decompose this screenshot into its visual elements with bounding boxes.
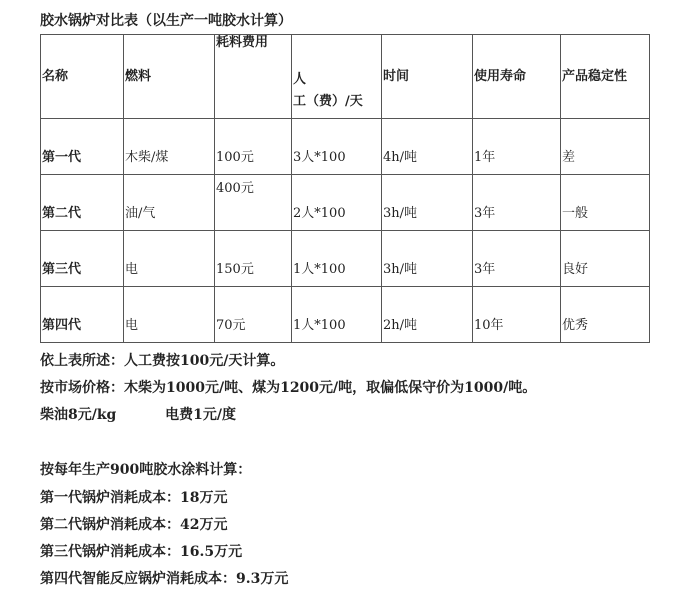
header-labor xyxy=(292,35,382,119)
header-fuel-cost: 耗料费用 xyxy=(215,35,292,119)
cell-life: 3年 xyxy=(473,175,561,231)
note-annual-basis: 按每年生产900吨胶水涂料计算： xyxy=(40,462,252,478)
note-gen3-cost: 第三代锅炉消耗成本：16.5万元 xyxy=(40,544,243,560)
header-fuel: 燃料 xyxy=(124,35,215,119)
comparison-table xyxy=(40,34,650,343)
note-diesel-electric: 柴油8元/kg 电费1元/度 xyxy=(40,407,236,423)
header-labor-line2: 工（费）/天 xyxy=(293,94,363,109)
cell-labor: 1人*100 xyxy=(292,287,382,343)
table-row xyxy=(41,119,650,175)
note-labor-basis: 依上表所述：人工费按100元/天计算。 xyxy=(40,353,285,369)
cell-cost: 150元 xyxy=(215,231,292,287)
cell-stability: 良好 xyxy=(561,231,650,287)
table-row xyxy=(41,287,650,343)
cell-cost: 100元 xyxy=(215,119,292,175)
cell-name: 第四代 xyxy=(41,287,124,343)
header-stability: 产品稳定性 xyxy=(561,35,650,119)
header-time: 时间 xyxy=(382,35,473,119)
table-header-row xyxy=(41,35,650,119)
note-gen4-cost: 第四代智能反应锅炉消耗成本：9.3万元 xyxy=(40,571,289,587)
header-lifespan: 使用寿命 xyxy=(473,35,561,119)
table-row xyxy=(41,175,650,231)
note-gen1-cost: 第一代锅炉消耗成本：18万元 xyxy=(40,490,228,506)
cell-time: 3h/吨 xyxy=(382,231,473,287)
cell-labor: 1人*100 xyxy=(292,231,382,287)
document-title: 胶水锅炉对比表（以生产一吨胶水计算） xyxy=(40,13,292,29)
cell-cost: 70元 xyxy=(215,287,292,343)
cell-labor: 2人*100 xyxy=(292,175,382,231)
header-name: 名称 xyxy=(41,35,124,119)
cell-stability: 优秀 xyxy=(561,287,650,343)
cell-fuel: 油/气 xyxy=(124,175,215,231)
cell-life: 1年 xyxy=(473,119,561,175)
cell-time: 4h/吨 xyxy=(382,119,473,175)
cell-name: 第二代 xyxy=(41,175,124,231)
cell-fuel: 电 xyxy=(124,287,215,343)
note-market-price: 按市场价格：木柴为1000元/吨、煤为1200元/吨，取偏低保守价为1000/吨。 xyxy=(40,380,537,396)
note-gen2-cost: 第二代锅炉消耗成本：42万元 xyxy=(40,517,228,533)
cell-name: 第一代 xyxy=(41,119,124,175)
cell-time: 2h/吨 xyxy=(382,287,473,343)
cell-time: 3h/吨 xyxy=(382,175,473,231)
header-labor-line1: 人 xyxy=(293,72,307,87)
cell-life: 3年 xyxy=(473,231,561,287)
cell-fuel: 电 xyxy=(124,231,215,287)
cell-fuel: 木柴/煤 xyxy=(124,119,215,175)
cell-cost: 400元 xyxy=(215,175,292,231)
cell-name: 第三代 xyxy=(41,231,124,287)
cell-stability: 一般 xyxy=(561,175,650,231)
cell-life: 10年 xyxy=(473,287,561,343)
cell-stability: 差 xyxy=(561,119,650,175)
cell-labor: 3人*100 xyxy=(292,119,382,175)
table-row xyxy=(41,231,650,287)
